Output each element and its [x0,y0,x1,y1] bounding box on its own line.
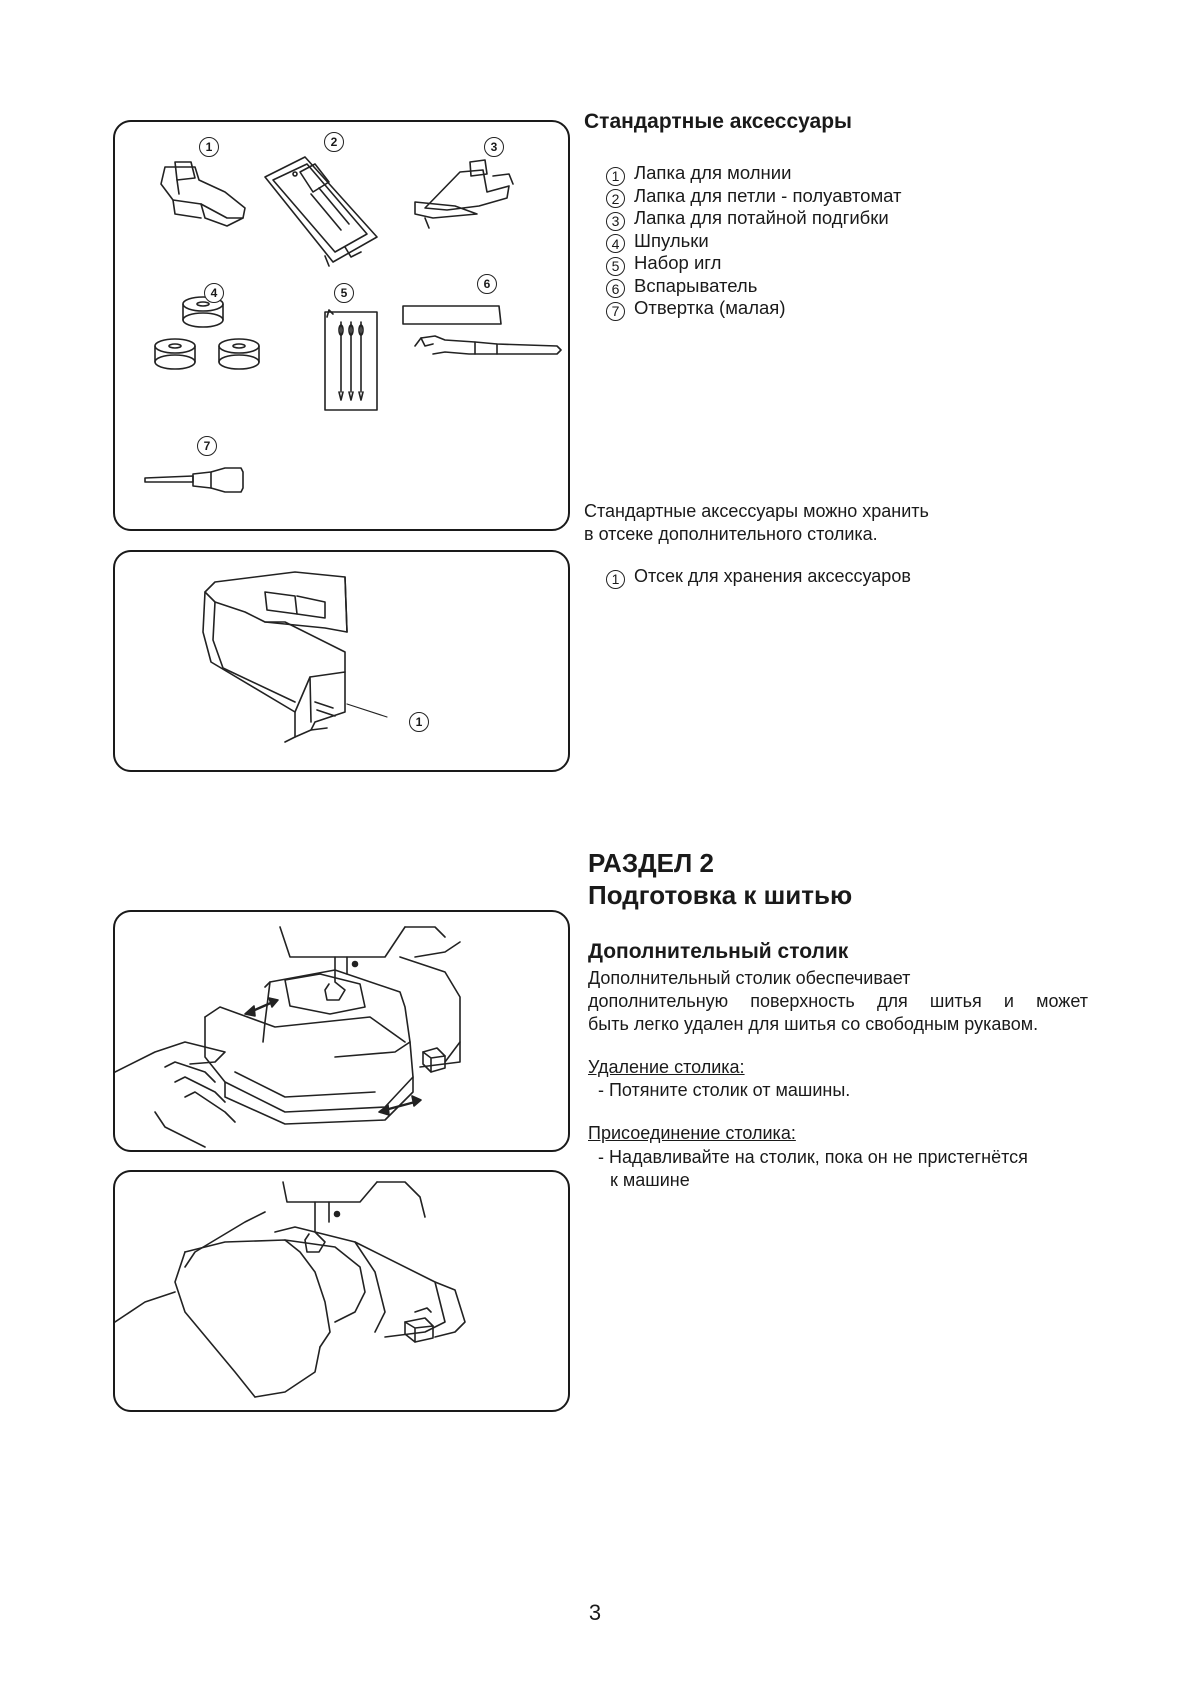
accessories-illustration [115,122,570,531]
item-label: Отвертка (малая) [634,297,786,318]
figure-label-6: 6 [477,274,497,294]
figure-label-3: 3 [484,137,504,157]
removal-heading: Удаление столика: [588,1057,745,1077]
free-arm-figure-panel [113,1170,570,1412]
description-line: дополнительную поверхность для шитья и может [588,991,1088,1011]
accessories-heading: Стандартные аксессуары [584,110,852,133]
page-number: 3 [588,1600,602,1625]
item-number: 5 [606,257,625,276]
section-number: РАЗДЕЛ 2 [588,848,714,878]
accessories-figure-panel [113,120,570,531]
list-item [606,162,902,185]
free-arm-illustration [115,1172,570,1412]
figure-label-4: 4 [204,283,224,303]
figure-label-2: 2 [324,132,344,152]
bobbins-icon [155,297,259,369]
list-item [606,252,902,275]
screwdriver-icon [145,468,243,492]
extension-table-heading: Дополнительный столик [588,940,849,963]
list-item [606,297,902,320]
needle-set-icon [325,310,377,410]
figure-label-7: 7 [197,436,217,456]
seam-ripper-icon [403,306,561,354]
table-removal-figure-panel [113,910,570,1152]
extension-table-description [588,967,1088,1036]
item-label: Шпульки [634,229,709,251]
figure-label-compartment: 1 [409,712,429,732]
item-number: 3 [606,212,625,231]
item-number: 2 [606,189,625,208]
item-label: Набор игл [634,252,722,273]
item-number: 6 [606,279,625,298]
list-item [606,275,902,298]
attach-heading: Присоединение столика: [588,1123,796,1143]
attach-step-line: - Надавливайте на столик, пока он не пристегнётся [598,1147,1028,1167]
attach-step [598,1146,1098,1192]
storage-compartment-illustration [115,552,570,772]
item-label: Отсек для хранения аксессуаров [634,566,911,586]
storage-description [584,500,1144,546]
section-title [588,847,852,911]
attach-step-line: к машине [610,1170,690,1190]
item-label: Лапка для молнии [634,162,792,183]
zipper-foot-icon [161,162,245,226]
blind-hem-foot-icon [415,160,513,228]
storage-figure-panel [113,550,570,772]
storage-item [606,566,911,589]
description-line: быть легко удален для шитья со свободным рукавом. [588,1014,1039,1034]
removal-step: - Потяните столик от машины. [598,1080,851,1100]
list-item [606,207,902,230]
item-label: Лапка для петли - полуавтомат [634,184,902,206]
item-number: 1 [606,570,625,589]
table-removal-illustration [115,912,570,1152]
accessories-list [606,162,902,320]
list-item [606,185,902,208]
figure-label-5: 5 [334,283,354,303]
list-item [606,230,902,253]
description-line: Дополнительный столик обеспечивает [588,968,911,988]
item-number: 7 [606,302,625,321]
section-name: Подготовка к шитью [588,880,853,910]
item-number: 4 [606,234,625,253]
storage-text-line: в отсеке дополнительного столика. [584,524,878,544]
figure-label-1: 1 [199,137,219,157]
item-number: 1 [606,167,625,186]
buttonhole-foot-icon [265,157,377,266]
item-label: Вспарыватель [634,274,758,296]
item-label: Лапка для потайной подгибки [634,207,889,228]
storage-text-line: Стандартные аксессуары можно хранить [584,501,929,521]
